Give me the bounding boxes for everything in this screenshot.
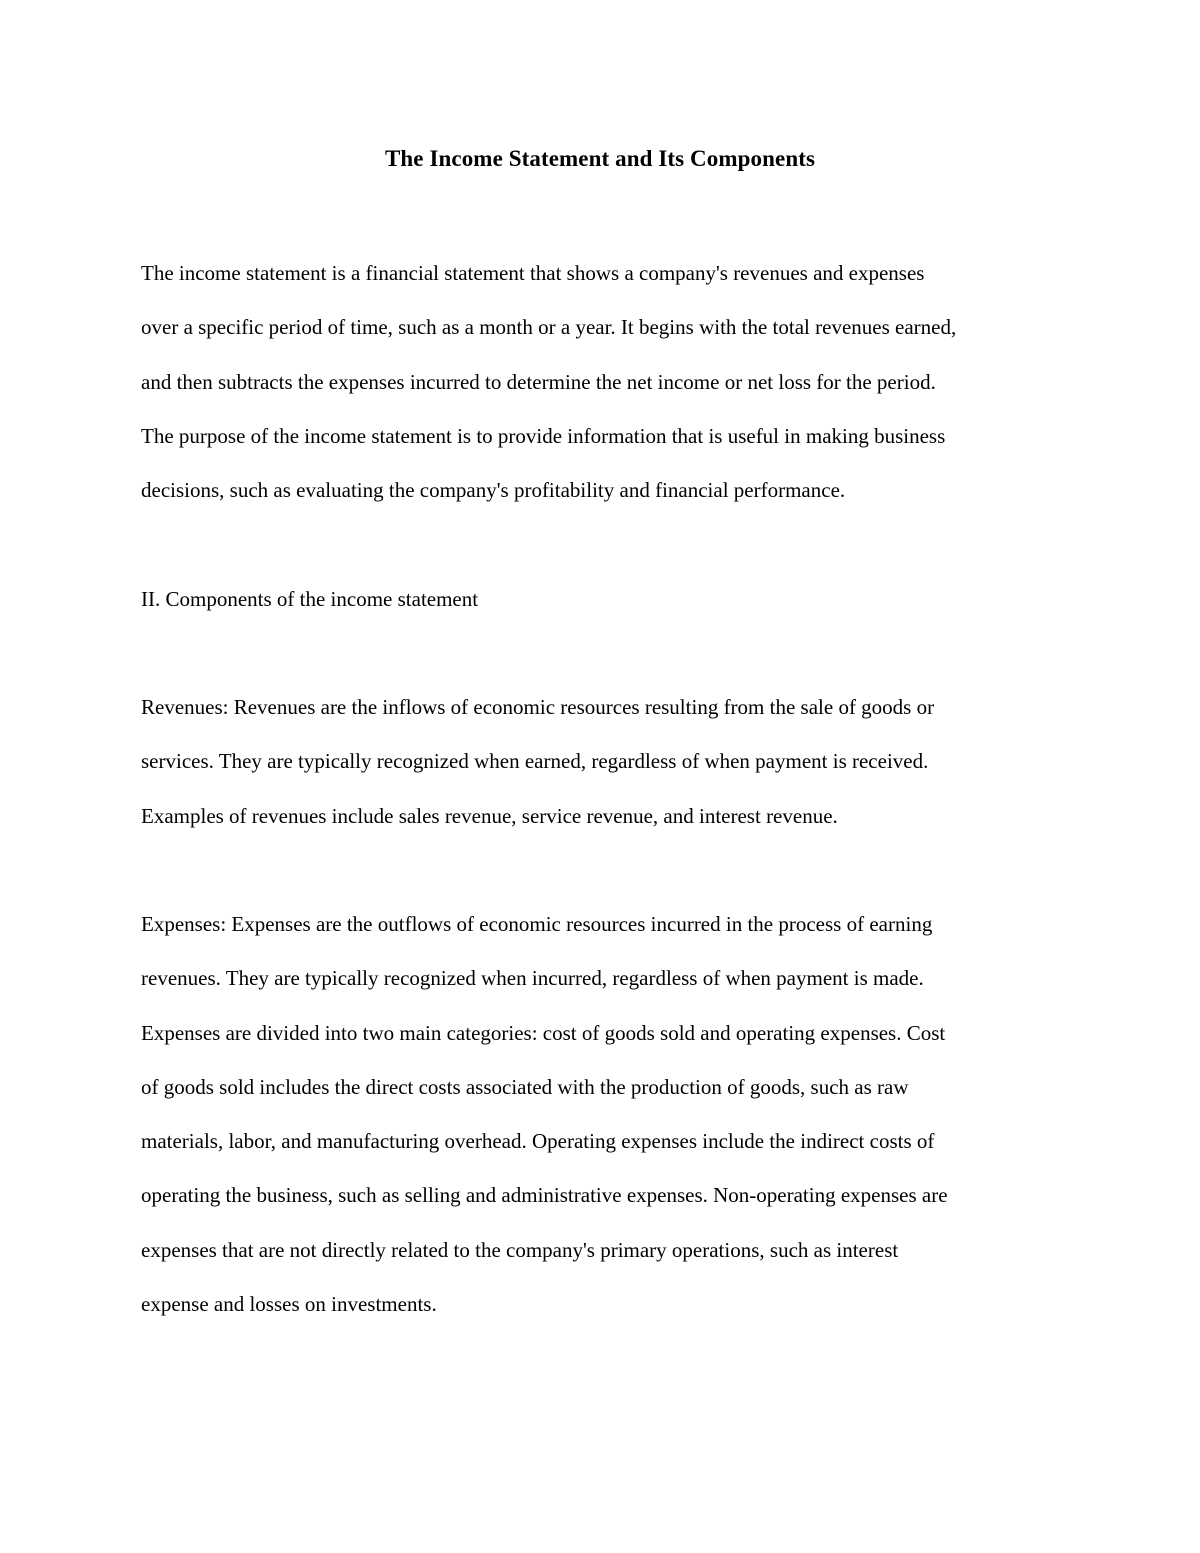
paragraph-line: The income statement is a financial statement that shows a company's revenues and expenses: [141, 261, 925, 285]
paragraph-line: The purpose of the income statement is to provide information that is useful in making business: [141, 423, 946, 448]
expenses-paragraph: [141, 907, 1071, 1341]
section-heading-block: [141, 582, 1071, 636]
paragraph-line: Expenses: Expenses are the outflows of economic resources incurred in the process of earning: [141, 912, 933, 936]
paragraph-line: expense and losses on investments.: [141, 1292, 437, 1317]
revenues-paragraph: [141, 690, 1071, 853]
paragraph-line: revenues. They are typically recognized when incurred, regardless of when payment is made.: [141, 966, 924, 991]
section-heading: II. Components of the income statement: [141, 587, 479, 611]
intro-paragraph: [141, 256, 1071, 527]
paragraph-line: and then subtracts the expenses incurred to determine the net income or net loss for the period.: [141, 369, 936, 394]
paragraph-line: over a specific period of time, such as a month or a year. It begins with the total revenues earned,: [141, 315, 957, 340]
paragraph-line: Expenses are divided into two main categories: cost of goods sold and operating expenses. Cost: [141, 1020, 946, 1045]
paragraph-line: materials, labor, and manufacturing overhead. Operating expenses include the indirect costs of: [141, 1129, 935, 1154]
paragraph-line: Revenues: Revenues are the inflows of economic resources resulting from the sale of goods or: [141, 695, 935, 719]
paragraph-line: decisions, such as evaluating the company's profitability and financial performance.: [141, 478, 846, 503]
paragraph-line: operating the business, such as selling and administrative expenses. Non-operating expenses are: [141, 1183, 948, 1208]
paragraph-line: of goods sold includes the direct costs associated with the production of goods, such as raw: [141, 1074, 909, 1099]
paragraph-line: expenses that are not directly related to the company's primary operations, such as interest: [141, 1237, 899, 1262]
document-title: The Income Statement and Its Components: [384, 146, 816, 171]
paragraph-line: services. They are typically recognized when earned, regardless of when payment is received.: [141, 749, 929, 774]
paragraph-line: Examples of revenues include sales revenue, service revenue, and interest revenue.: [141, 803, 838, 828]
